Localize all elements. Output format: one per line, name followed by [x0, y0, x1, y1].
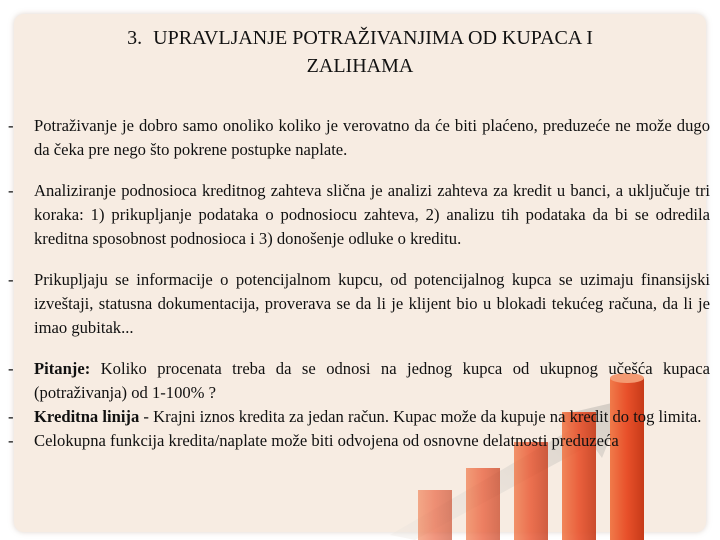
bullet-item-3 — [8, 268, 710, 340]
bullet-item-5 — [8, 405, 710, 429]
bullet-bold-label: Kreditna linija — [34, 407, 140, 426]
title-line-1: UPRAVLJANJE POTRAŽIVANJIMA OD KUPACA I — [153, 27, 593, 49]
bullet-item-1 — [8, 114, 710, 162]
title-number: 3. — [127, 27, 143, 49]
bullet-text: Koliko procenata treba da se odnosi na jednog kupca od ukupnog učešća kupaca (potraživanja) od 1-100% ? — [34, 359, 710, 402]
bullet-text: Celokupna funkcija kredita/naplate može biti odvojena od osnovne delatnosti preduzeća — [34, 431, 619, 450]
bullet-dash: - — [8, 116, 14, 135]
bar-1 — [418, 490, 452, 540]
title-line-2: ZALIHAMA — [306, 55, 414, 77]
bullet-item-4 — [8, 357, 710, 405]
bar-3 — [514, 442, 548, 540]
bullet-text: Analiziranje podnosioca kreditnog zahteva slična je analizi zahteva za kredit u banci, a uključuje tri koraka: 1) prikupljanje podataka o podnosiocu zahteva, 2) analizu tih podataka da bi se odredila kreditna sposobnost podnosioca i 3) donošenje odluke o kreditu. — [34, 181, 710, 248]
bar-2 — [466, 468, 500, 540]
slide-title — [40, 24, 680, 80]
bullet-item-2 — [8, 179, 710, 251]
bullet-dash: - — [8, 359, 14, 378]
bullet-dash: - — [8, 431, 14, 450]
bullet-dash: - — [8, 270, 14, 289]
bullet-text: Potraživanje je dobro samo onoliko koliko je verovatno da će biti plaćeno, preduzeće ne može dugo da čeka pre nego što pokrene postupke naplate. — [34, 116, 710, 159]
bullet-bold-label: Pitanje: — [34, 359, 91, 378]
bullet-dash: - — [8, 407, 14, 426]
bullet-item-6 — [8, 429, 710, 453]
bullet-dash: - — [8, 181, 14, 200]
bullet-text: Prikupljaju se informacije o potencijalnom kupcu, od potencijalnog kupca se uzimaju finansijski izveštaji, statusna dokumentacija, proverava se da li je klijent bio u blokadi tekućeg računa, da li je imao gubitak... — [34, 270, 710, 337]
bullet-text: - Krajni iznos kredita za jedan račun. Kupac može da kupuje na kredit do tog limita. — [139, 407, 702, 426]
bullet-list — [8, 114, 710, 453]
